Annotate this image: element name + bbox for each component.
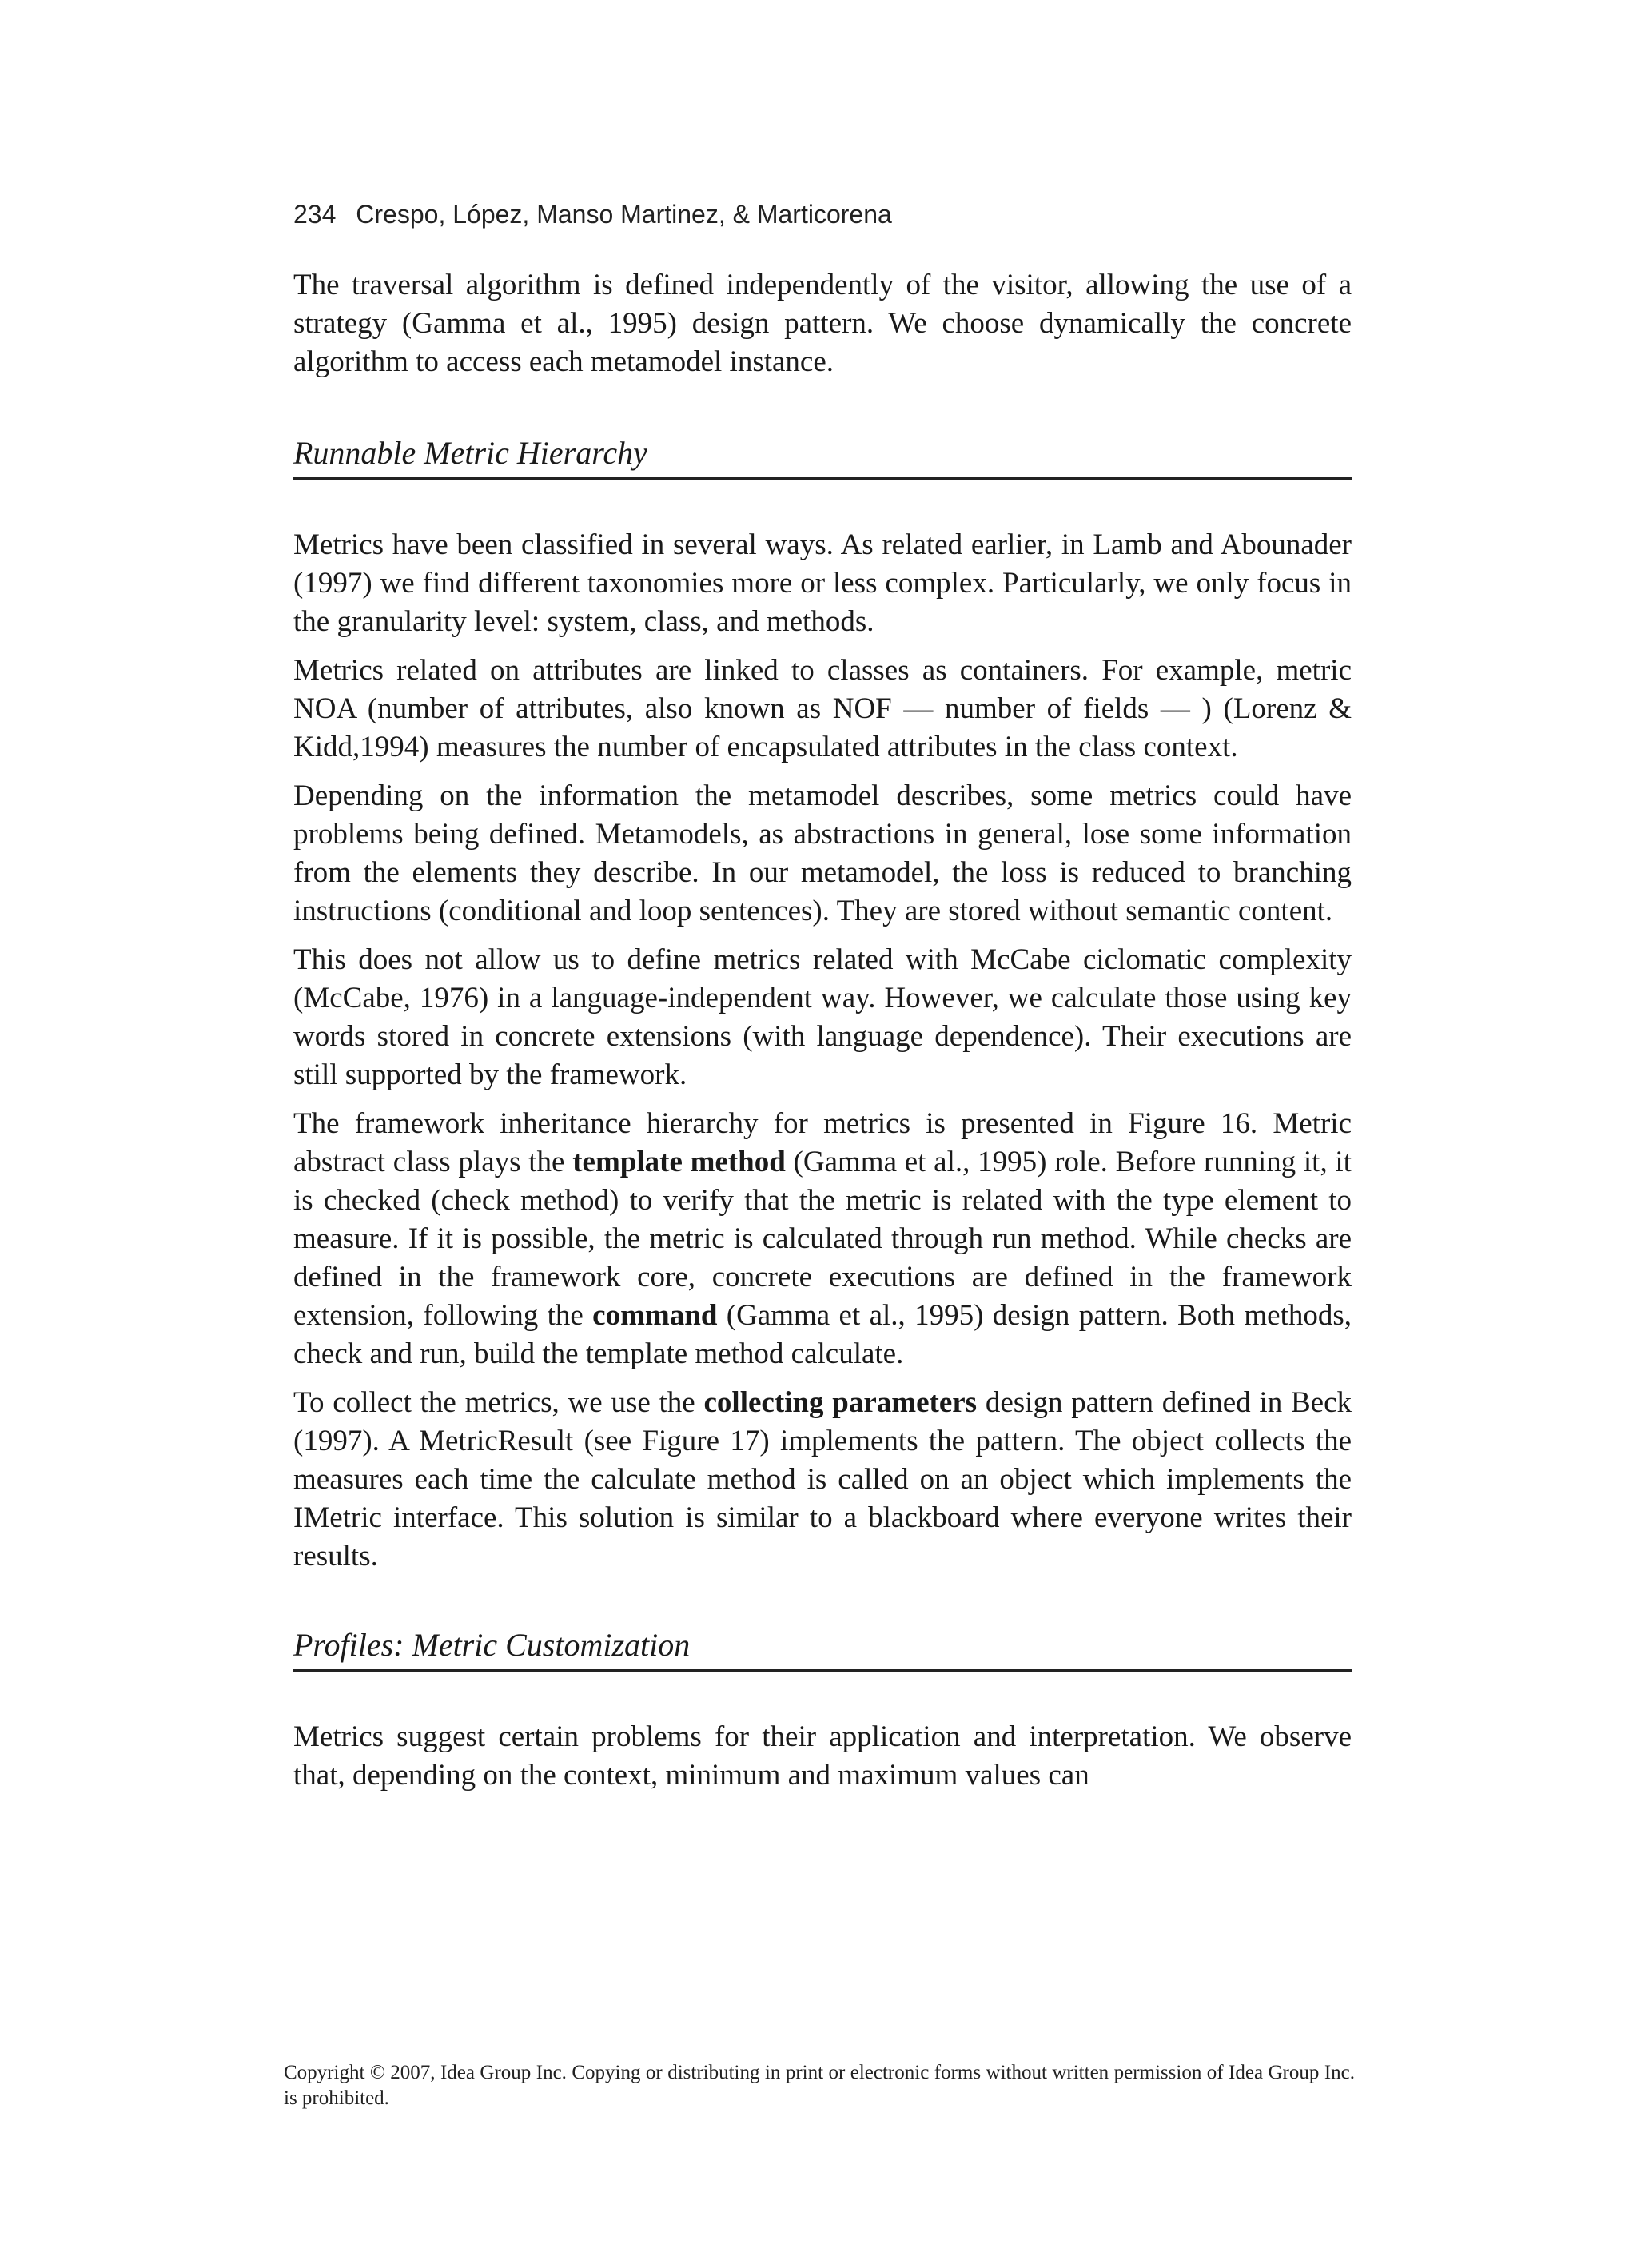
section-heading-runnable-metric-hierarchy: Runnable Metric Hierarchy [293,433,1352,480]
text-run: To collect the metrics, we use the [293,1386,704,1419]
bold-term-command: command [592,1299,718,1332]
page-body [293,200,1352,1805]
paragraph-metamodel-information: Depending on the information the metamodel describes, some metrics could have problems being defined. Metamodels, as abstractions in general, lose some information from the elements they describe. In our metamodel, the loss is reduced to branching instructions (conditional and loop sentences). They are stored without semantic content. [293,779,1352,927]
text-run: (Gamma et al., 1995) design pattern. Both methods, check and run, build the template method calculate. [293,1299,1352,1370]
page-number: 234 [293,200,337,229]
paragraph-mccabe-complexity: This does not allow us to define metrics related with McCabe ciclomatic complexity (McCabe, 1976) in a language-independent way. However, we calculate those using key words stored in concrete extensions (with language dependence). Their executions are still supported by the framework. [293,943,1352,1091]
copyright-footer: Copyright © 2007, Idea Group Inc. Copying or distributing in print or electronic forms without written permission of Idea Group Inc. is prohibited. [284,2062,1355,2109]
text-run: design pattern defined in Beck (1997). A MetricResult (see Figure 17) implements the pattern. The object collects the measures each time the calculate method is called on an object which implements the IMetric interface. This solution is similar to a blackboard where everyone writes their results. [293,1386,1352,1572]
paragraph-inheritance-hierarchy [293,1105,1352,1373]
text-run: (Gamma et al., 1995) role. Before running it, it is checked (check method) to verify that the metric is related with the type element to measure. If it is possible, the metric is calculated through run method. While checks are defined in the framework core, concrete executions are defined in the framework extension, following the [293,1146,1352,1332]
bold-term-template-method: template method [572,1146,786,1178]
running-head-authors: Crespo, López, Manso Martinez, & Marticorena [356,200,892,229]
bold-term-collecting-parameters: collecting parameters [703,1386,978,1419]
section-heading-profiles: Profiles: Metric Customization [293,1625,1352,1672]
running-head [293,200,1352,229]
paragraph-attribute-metrics: Metrics related on attributes are linked to classes as containers. For example, metric NOA (number of attributes, also known as NOF — number of fields — ) (Lorenz & Kidd,1994) measures the number of encapsulated attributes in the class context. [293,654,1352,763]
text-run: The framework inheritance hierarchy for metrics is presented in Figure 16. Metric abstract class plays the [293,1107,1352,1178]
paragraph-metric-classification: Metrics have been classified in several ways. As related earlier, in Lamb and Abounader (1997) we find different taxonomies more or less complex. Particularly, we only focus in the granularity level: system, class, and methods. [293,528,1352,638]
intro-paragraph: The traversal algorithm is defined independently of the visitor, allowing the use of a strategy (Gamma et al., 1995) design pattern. We choose dynamically the concrete algorithm to access each metamodel instance. [293,269,1352,378]
paragraph-collecting-parameters [293,1384,1352,1576]
paragraph-metric-problems: Metrics suggest certain problems for their application and interpretation. We observe that, depending on the context, minimum and maximum values can [293,1720,1352,1792]
